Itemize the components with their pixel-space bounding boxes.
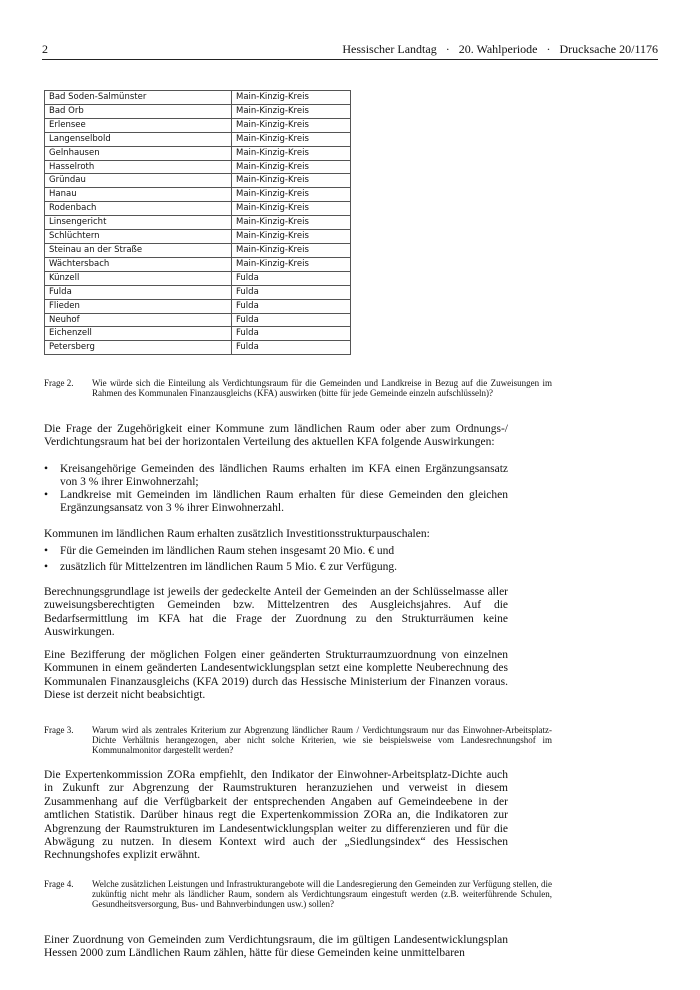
bullet-icon: •: [44, 463, 49, 475]
municipality-cell: Wächtersbach: [45, 257, 232, 271]
question-2-label: Frage 2.: [44, 378, 74, 388]
table-row: [45, 313, 351, 327]
question-2-text: Wie würde sich die Einteilung als Verdichtungsraum für die Gemeinden und Landkreise in Bezug auf die Zuweisungen im Rahmen des Kommunalen Finanzausgleichs (KFA) auswirken (bitte für jede Gemeinde einzeln aufschlüsseln)?: [92, 378, 552, 399]
table-row: [45, 132, 351, 146]
table-row: [45, 188, 351, 202]
table-row: [45, 146, 351, 160]
district-cell: Main-Kinzig-Kreis: [232, 118, 351, 132]
municipality-cell: Rodenbach: [45, 202, 232, 216]
bullet-text: Landkreise mit Gemeinden im ländlichen Raum erhalten für diese Gemeinden den gleichen Ergänzungsansatz von 3 % ihrer Einwohnerzahl.: [60, 489, 508, 515]
answer-2-intro: Die Frage der Zugehörigkeit einer Kommune zum ländlichen Raum oder aber zum Ordnungs-/ Verdichtungsraum hat bei der horizontalen Verteilung des aktuellen KFA folgende Auswirkungen:: [44, 423, 508, 449]
municipality-cell: Neuhof: [45, 313, 232, 327]
municipality-cell: Schlüchtern: [45, 230, 232, 244]
municipality-cell: Linsengericht: [45, 216, 232, 230]
question-4-text: Welche zusätzlichen Leistungen und Infrastrukturangebote will die Landesregierung den Gemeinden zur Verfügung stellen, die zukünftig nicht mehr als ländlicher Raum, sondern als Verdichtungsraum eingestuft werden (z.B. weiterführende Schulen, Gesundheitsversorgung, Bus- und Bahnverbindungen usw.) sollen?: [92, 879, 552, 910]
district-cell: Fulda: [232, 271, 351, 285]
district-cell: Fulda: [232, 313, 351, 327]
district-cell: Main-Kinzig-Kreis: [232, 160, 351, 174]
table-row: [45, 243, 351, 257]
district-cell: Main-Kinzig-Kreis: [232, 243, 351, 257]
district-cell: Fulda: [232, 299, 351, 313]
table-row: [45, 271, 351, 285]
page-header: [42, 40, 658, 60]
district-cell: Main-Kinzig-Kreis: [232, 216, 351, 230]
municipality-cell: Petersberg: [45, 341, 232, 355]
municipality-cell: Künzell: [45, 271, 232, 285]
table-row: [45, 299, 351, 313]
municipality-cell: Bad Orb: [45, 104, 232, 118]
running-title: Hessischer Landtag · 20. Wahlperiode · Drucksache 20/1176: [342, 42, 658, 56]
question-3-label: Frage 3.: [44, 725, 74, 735]
municipality-table: [44, 90, 351, 355]
district-cell: Main-Kinzig-Kreis: [232, 230, 351, 244]
district-cell: Main-Kinzig-Kreis: [232, 104, 351, 118]
municipality-cell: Fulda: [45, 285, 232, 299]
municipality-cell: Hanau: [45, 188, 232, 202]
district-cell: Main-Kinzig-Kreis: [232, 91, 351, 105]
table-row: [45, 118, 351, 132]
table-row: [45, 257, 351, 271]
calculation-basis-paragraph: Berechnungsgrundlage ist jeweils der gedeckelte Anteil der Gemeinden an der Schlüsselmasse aller zuweisungsberechtigten Gemeinden bzw. Mittelzentren des Ausgleichsjahres. Auf die Bedarfsermittlung im KFA hat die Frage der Zuordnung zu den Strukturräumen keine Auswirkungen.: [44, 586, 508, 639]
municipality-cell: Hasselroth: [45, 160, 232, 174]
bullet-icon: •: [44, 561, 49, 573]
table-row: [45, 327, 351, 341]
bullet-text: Kreisangehörige Gemeinden des ländlichen Raums erhalten im KFA einen Ergänzungsansatz von 3 % ihrer Einwohnerzahl;: [60, 463, 508, 489]
table-row: [45, 341, 351, 355]
municipality-cell: Bad Soden-Salmünster: [45, 91, 232, 105]
table-row: [45, 160, 351, 174]
bullet-text: Für die Gemeinden im ländlichen Raum stehen insgesamt 20 Mio. € und: [60, 545, 395, 557]
district-cell: Fulda: [232, 341, 351, 355]
municipality-cell: Erlensee: [45, 118, 232, 132]
page-number: 2: [42, 42, 48, 56]
municipality-cell: Eichenzell: [45, 327, 232, 341]
quantification-paragraph: Eine Bezifferung der möglichen Folgen einer geänderten Strukturraumzuordnung von einzelnen Kommunen in einem geänderten Landesentwicklungsplan setzt eine komplette Neuberechnung des Kommunalen Finanzausgleichs (KFA 2019) durch das Hessische Ministerium der Finanzen voraus. Diese ist derzeit nicht beabsichtigt.: [44, 649, 508, 702]
district-cell: Main-Kinzig-Kreis: [232, 174, 351, 188]
table-row: [45, 104, 351, 118]
district-cell: Fulda: [232, 327, 351, 341]
table-row: [45, 230, 351, 244]
investment-intro: Kommunen im ländlichen Raum erhalten zusätzlich Investitionsstrukturpauschalen:: [44, 528, 430, 540]
question-3-text: Warum wird als zentrales Kriterium zur Abgrenzung ländlicher Raum / Verdichtungsraum nur das Einwohner-Arbeitsplatz-Dichte Verhältnis herangezogen, aber nicht solche Kriterien, wie sie beispielsweise vom Landesrechnungshof im Kommunalmonitor dargestellt werden?: [92, 725, 552, 756]
district-cell: Main-Kinzig-Kreis: [232, 132, 351, 146]
municipality-cell: Gründau: [45, 174, 232, 188]
table-row: [45, 202, 351, 216]
answer-4-paragraph: Einer Zuordnung von Gemeinden zum Verdichtungsraum, die im gültigen Landesentwicklungsplan Hessen 2000 zum Ländlichen Raum zählen, hätte für diese Gemeinden keine unmittelbaren: [44, 934, 508, 960]
answer-3-paragraph: Die Expertenkommission ZORa empfiehlt, den Indikator der Einwohner-Arbeitsplatz-Dichte auch in Zukunft zur Abgrenzung der Raumstrukturen heranzuziehen und verweist in diesem Zusammenhang auf die Verfügbarkeit der entsprechenden Angaben auf Gemeindeebene in der amtlichen Statistik. Darüber hinaus regt die Expertenkommission ZORa an, die Indikatoren zur Abgrenzung der Raumstrukturen im Landesentwicklungsplan weiter zu differenzieren und für die Abwägung zu nutzen. In diesem Kontext wird auch der „Siedlungsindex“ des Hessischen Rechnungshofes explizit erwähnt.: [44, 769, 508, 862]
district-cell: Fulda: [232, 285, 351, 299]
municipality-cell: Steinau an der Straße: [45, 243, 232, 257]
table-row: [45, 285, 351, 299]
table-row: [45, 174, 351, 188]
bullet-icon: •: [44, 545, 49, 557]
table-row: [45, 91, 351, 105]
district-cell: Main-Kinzig-Kreis: [232, 188, 351, 202]
municipality-cell: Langenselbold: [45, 132, 232, 146]
district-cell: Main-Kinzig-Kreis: [232, 146, 351, 160]
question-4-label: Frage 4.: [44, 879, 74, 889]
municipality-cell: Gelnhausen: [45, 146, 232, 160]
municipality-cell: Flieden: [45, 299, 232, 313]
district-cell: Main-Kinzig-Kreis: [232, 202, 351, 216]
district-cell: Main-Kinzig-Kreis: [232, 257, 351, 271]
bullet-icon: •: [44, 489, 49, 501]
bullet-text: zusätzlich für Mittelzentren im ländlichen Raum 5 Mio. € zur Verfügung.: [60, 561, 398, 573]
table-row: [45, 216, 351, 230]
